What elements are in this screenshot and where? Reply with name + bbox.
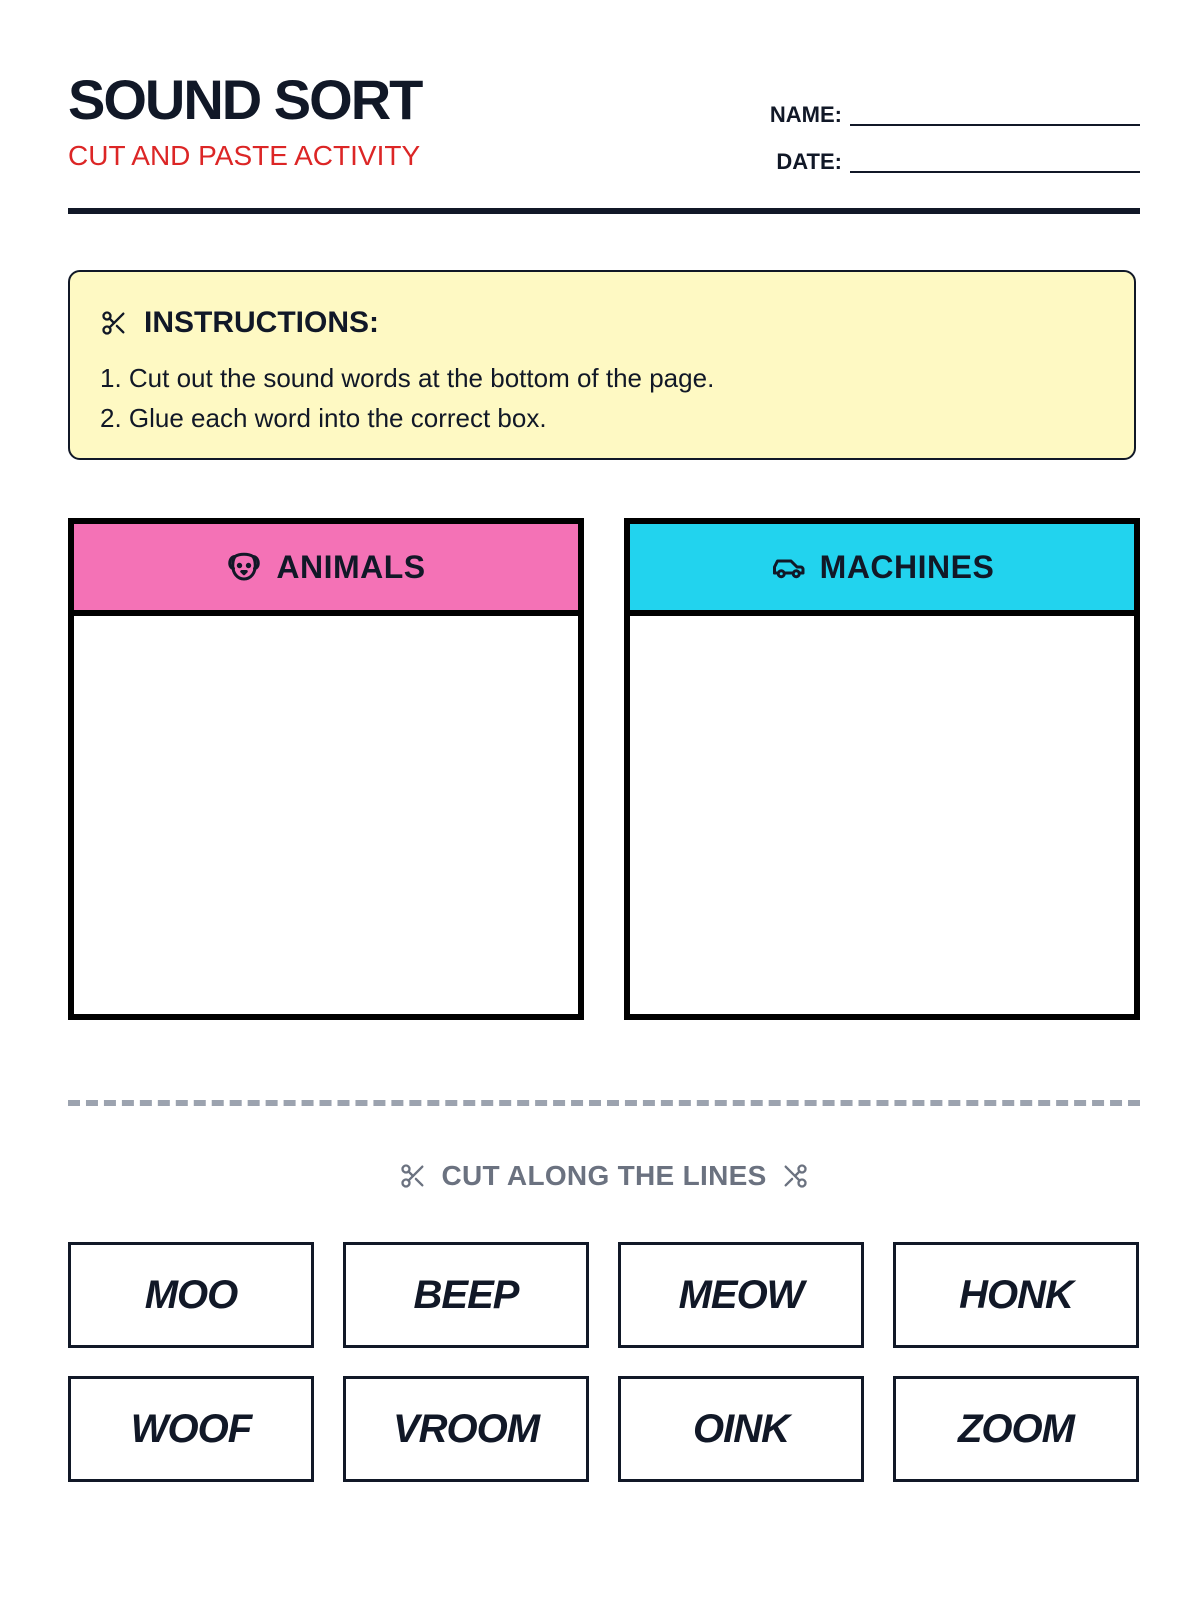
scissors-icon: [100, 309, 128, 337]
machines-header: [630, 524, 1134, 616]
word-card[interactable]: [68, 1376, 314, 1482]
scissors-icon: [781, 1162, 809, 1190]
cut-instruction: [68, 1162, 1140, 1190]
word-card[interactable]: [893, 1242, 1139, 1348]
date-line[interactable]: [850, 153, 1140, 173]
dog-face-icon: [226, 549, 262, 585]
machines-title: MACHINES: [819, 549, 995, 585]
word-card[interactable]: [343, 1242, 589, 1348]
date-label: DATE:: [776, 149, 842, 174]
word-card[interactable]: [68, 1242, 314, 1348]
instruction-step: 2. Glue each word into the correct box.: [100, 403, 547, 433]
animals-box: [68, 518, 584, 1020]
word-text: ZOOM: [958, 1407, 1074, 1451]
worksheet-page: [68, 0, 1140, 1600]
word-text: VROOM: [392, 1407, 540, 1451]
instructions-list: [100, 358, 714, 438]
instructions-title: INSTRUCTIONS:: [144, 306, 379, 339]
page-subtitle: CUT AND PASTE ACTIVITY: [68, 140, 421, 171]
animals-header: [74, 524, 578, 616]
name-field[interactable]: [770, 104, 1140, 126]
word-card[interactable]: [893, 1376, 1139, 1482]
word-card[interactable]: [343, 1376, 589, 1482]
cut-dashed-line: [68, 1100, 1140, 1106]
word-text: HONK: [959, 1273, 1073, 1317]
word-text: OINK: [693, 1407, 789, 1451]
scissors-icon: [399, 1162, 427, 1190]
machines-box: [624, 518, 1140, 1020]
header-divider: [68, 208, 1140, 214]
word-text: MOO: [144, 1273, 238, 1317]
animals-drop-area[interactable]: [74, 616, 578, 1014]
cut-label-text: CUT ALONG THE LINES: [441, 1160, 767, 1191]
machines-drop-area[interactable]: [630, 616, 1134, 1014]
instruction-step: 1. Cut out the sound words at the bottom of the page.: [100, 363, 715, 393]
word-text: WOOF: [130, 1407, 252, 1451]
word-card[interactable]: [618, 1376, 864, 1482]
date-field[interactable]: [776, 151, 1140, 173]
page-title: SOUND SORT: [68, 68, 422, 131]
name-line[interactable]: [850, 106, 1140, 126]
car-icon: [770, 549, 806, 585]
word-text: BEEP: [413, 1273, 519, 1317]
instructions-box: [68, 270, 1136, 460]
word-text: MEOW: [678, 1273, 804, 1317]
animals-title: ANIMALS: [276, 549, 426, 585]
instructions-header: [100, 308, 379, 338]
word-card[interactable]: [618, 1242, 864, 1348]
name-label: NAME:: [769, 102, 842, 127]
